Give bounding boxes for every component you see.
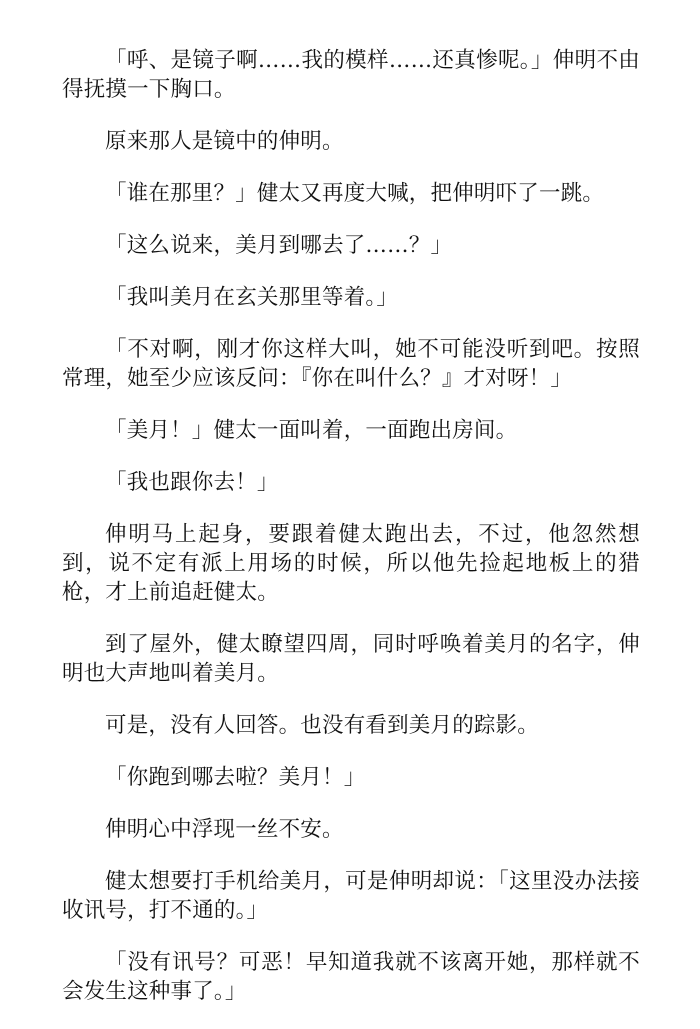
paragraph: 伸明心中浮现一丝不安。 xyxy=(105,817,344,842)
paragraph: 「没有讯号？可恶！早知道我就不该离开她，那样就不会发生这种事了。」 xyxy=(62,950,640,1004)
paragraph: 「美月！」健太一面叫着，一面跑出房间。 xyxy=(105,418,518,443)
paragraph: 「呼、是镜子啊……我的模样……还真惨呢。」伸明不由得抚摸一下胸口。 xyxy=(62,48,640,102)
paragraph: 原来那人是镜中的伸明。 xyxy=(105,129,344,154)
paragraph: 「谁在那里？」健太又再度大喊，把伸明吓了一跳。 xyxy=(105,181,605,206)
paragraph: 到了屋外，健太瞭望四周，同时呼唤着美月的名字，伸明也大声地叫着美月。 xyxy=(62,632,640,686)
paragraph: 「我也跟你去！」 xyxy=(105,470,279,495)
document-page xyxy=(62,46,640,1029)
paragraph: 健太想要打手机给美月，可是伸明却说：「这里没办法接收讯号，打不通的。」 xyxy=(62,869,640,923)
paragraph: 伸明马上起身，要跟着健太跑出去，不过，他忽然想到，说不定有派上用场的时候，所以他先捡起地板上的猎枪，才上前追赶健太。 xyxy=(62,522,640,605)
paragraph: 「这么说来，美月到哪去了……？」 xyxy=(105,233,453,258)
paragraph: 「你跑到哪去啦？美月！」 xyxy=(105,765,366,790)
paragraph: 「不对啊，刚才你这样大叫，她不可能没听到吧。按照常理，她至少应该反问：『你在叫什么？』才对呀！」 xyxy=(62,337,640,391)
paragraph: 「我叫美月在玄关那里等着。」 xyxy=(105,285,399,310)
paragraph: 可是，没有人回答。也没有看到美月的踪影。 xyxy=(105,713,540,738)
